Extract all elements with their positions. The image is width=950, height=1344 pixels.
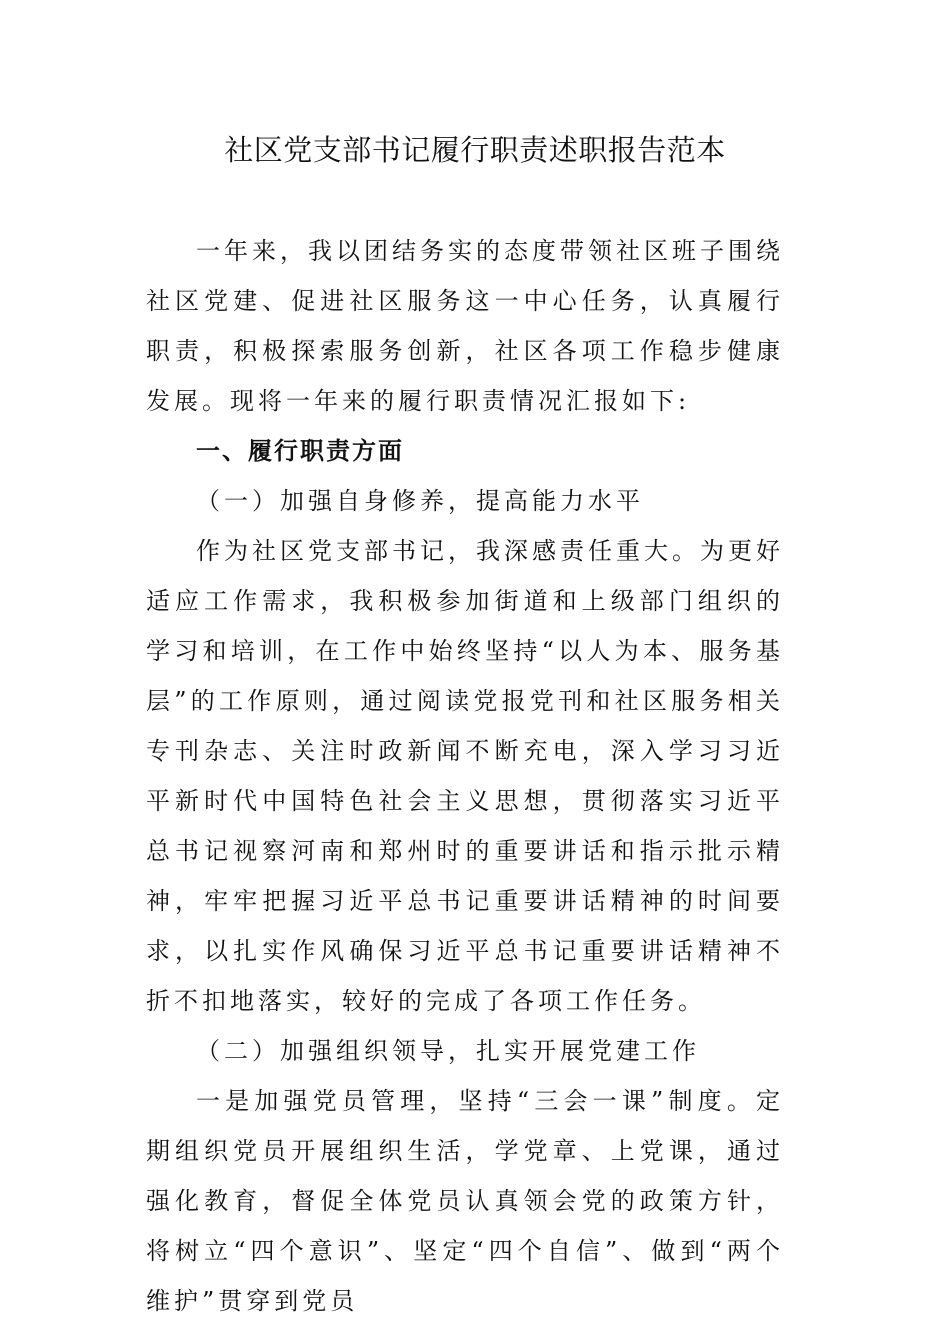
intro-paragraph: 一年来，我以团结务实的态度带领社区班子围绕社区党建、促进社区服务这一中心任务，认真履行职责，积极探索服务创新，社区各项工作稳步健康发展。现将一年来的履行职责情况汇报如下: xyxy=(146,237,784,415)
subsection-heading-party-building: （二）加强组织领导，扎实开展党建工作 xyxy=(196,1037,700,1065)
section-heading-duties: 一、履行职责方面 xyxy=(196,437,404,465)
subsection-heading-self-cultivation: （一）加强自身修养，提高能力水平 xyxy=(196,487,644,515)
subsection-paragraph-self-cultivation: 作为社区党支部书记，我深感责任重大。为更好适应工作需求，我积极参加街道和上级部门组织的学习和培训，在工作中始终坚持“以人为本、服务基层”的工作原则，通过阅读党报党刊和社区服务相关专刊杂志、关注时政新闻不断充电，深入学习习近平新时代中国特色社会主义思想，贯彻落实习近平总书记视察河南和郑州时的重要讲话和指示批示精神，牢牢把握习近平总书记重要讲话精神的时间要求，以扎实作风确保习近平总书记重要讲话精神不折不扣地落实，较好的完成了各项工作任务。 xyxy=(146,537,784,1015)
document-title: 社区党支部书记履行职责述职报告范本 xyxy=(224,133,726,167)
subsection-paragraph-party-building: 一是加强党员管理，坚持“三会一课”制度。定期组织党员开展组织生活，学党章、上党课，通过强化教育，督促全体党员认真领会党的政策方针，将树立“四个意识”、坚定“四个自信”、做到“两个维护”贯穿到党员 xyxy=(146,1087,784,1315)
document-body xyxy=(146,226,784,1326)
